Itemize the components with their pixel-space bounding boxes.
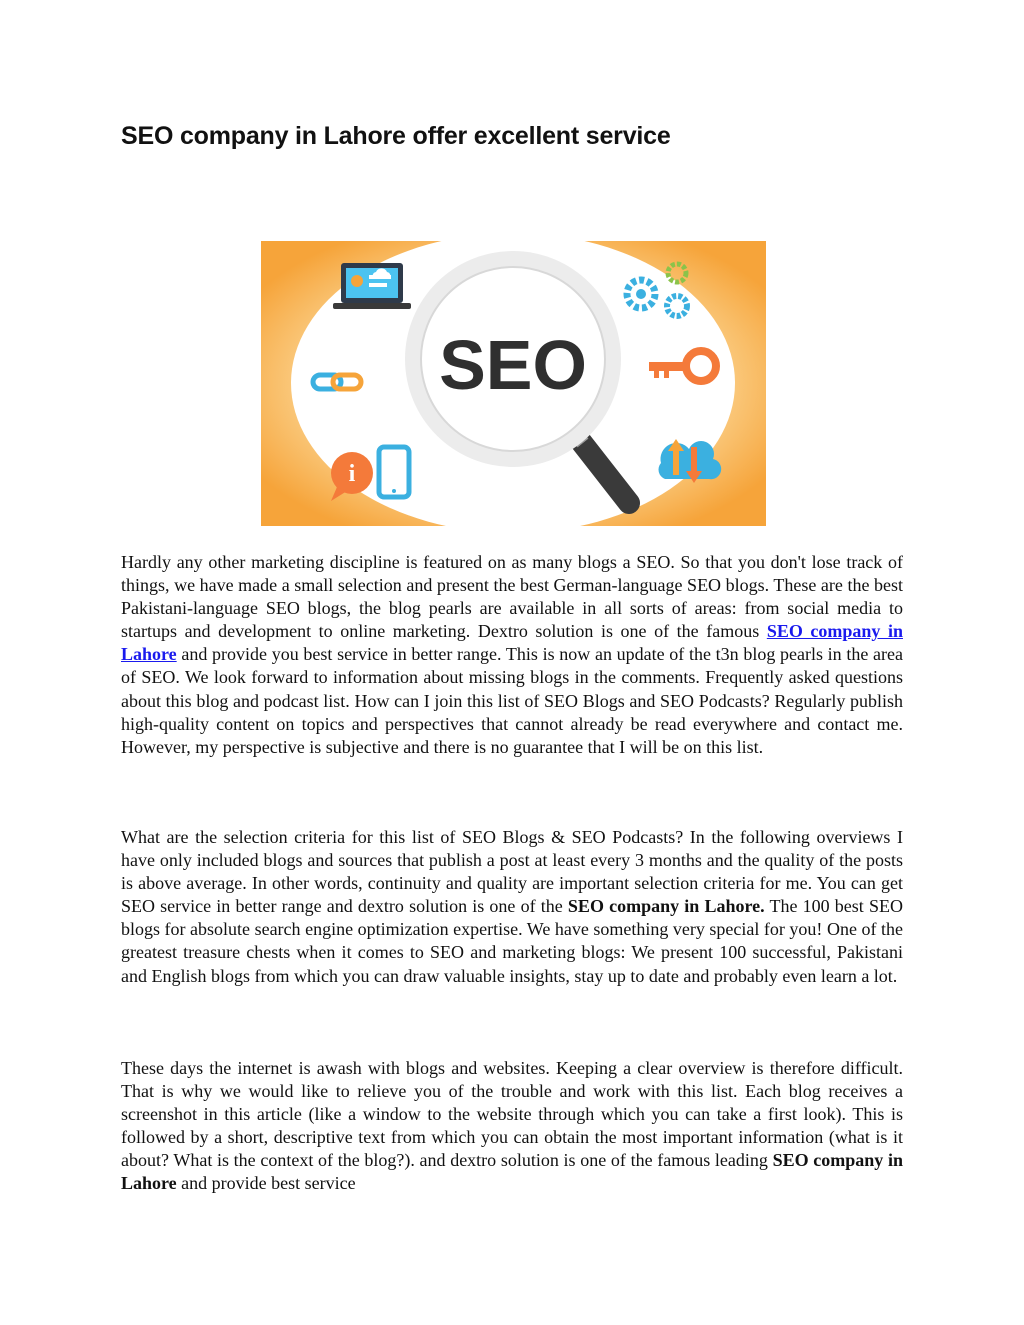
seo-center-label: SEO <box>439 326 587 404</box>
paragraph-criteria-text-1: What are the selection criteria for this list of SEO Blogs & SEO Podcasts? In the following overviews I have only included blogs and sources that publish a post at least every 3 months and the quality of the posts is above average. In other words, continuity and quality are important selection criteria for me. You can get SEO service in better range and dextro solution is one of the <box>121 827 903 917</box>
paragraph-intro-text-1: Hardly any other marketing discipline is featured on as many blogs a SEO. So that you don't lose track of things, we have made a small selection and present the best German-language SEO blogs. These are the best Pakistani-language SEO blogs, the blog pearls are available in all sorts of areas: from social media to startups and development to online marketing. Dextro solution is one of the famous <box>121 552 903 642</box>
paragraph-overview-text-1: These days the internet is awash with blogs and websites. Keeping a clear overview is therefore difficult. That is why we would like to relieve you of the trouble and work with this list. Each blog receives a screenshot in this article (like a window to the website through which you can take a first look). This is followed by a short, descriptive text from which you can obtain the most important information (what is it about? What is the context of the blog?). and dextro solution is one of the famous leading <box>121 1058 903 1171</box>
paragraph-intro-text-2: and provide you best service in better range. This is now an update of the t3n blog pearls in the area of SEO. We look forward to information about missing blogs in the comments. Frequently asked questions about this blog and podcast list. How can I join this list of SEO Blogs and SEO Podcasts? Regularly publish high-quality content on topics and perspectives that cannot already be read everywhere and contact me. However, my perspective is subjective and there is no guarantee that I will be on this list. <box>121 644 903 757</box>
paragraph-intro <box>121 551 903 759</box>
paragraph-criteria-text-2: The 100 best SEO blogs for absolute search engine optimization expertise. We have something very special for you! One of the greatest treasure chests when it comes to SEO and marketing blogs: We present 100 successful, Pakistani and English blogs from which you can draw valuable insights, stay up to date and probably even learn a lot. <box>121 896 903 986</box>
paragraph-overview <box>121 1057 903 1196</box>
paragraph-criteria <box>121 826 903 988</box>
page-title: SEO company in Lahore offer excellent service <box>121 122 671 150</box>
paragraph-overview-text-2: and provide best service <box>176 1173 356 1194</box>
laptop-icon <box>333 263 411 309</box>
seo-illustration <box>261 241 766 526</box>
paragraph-overview-bold: SEO company in Lahore <box>121 1150 903 1194</box>
info-glyph: i <box>348 461 356 487</box>
seo-company-link[interactable]: SEO company in Lahore <box>121 621 903 665</box>
paragraph-criteria-bold: SEO company in Lahore. <box>567 896 765 917</box>
